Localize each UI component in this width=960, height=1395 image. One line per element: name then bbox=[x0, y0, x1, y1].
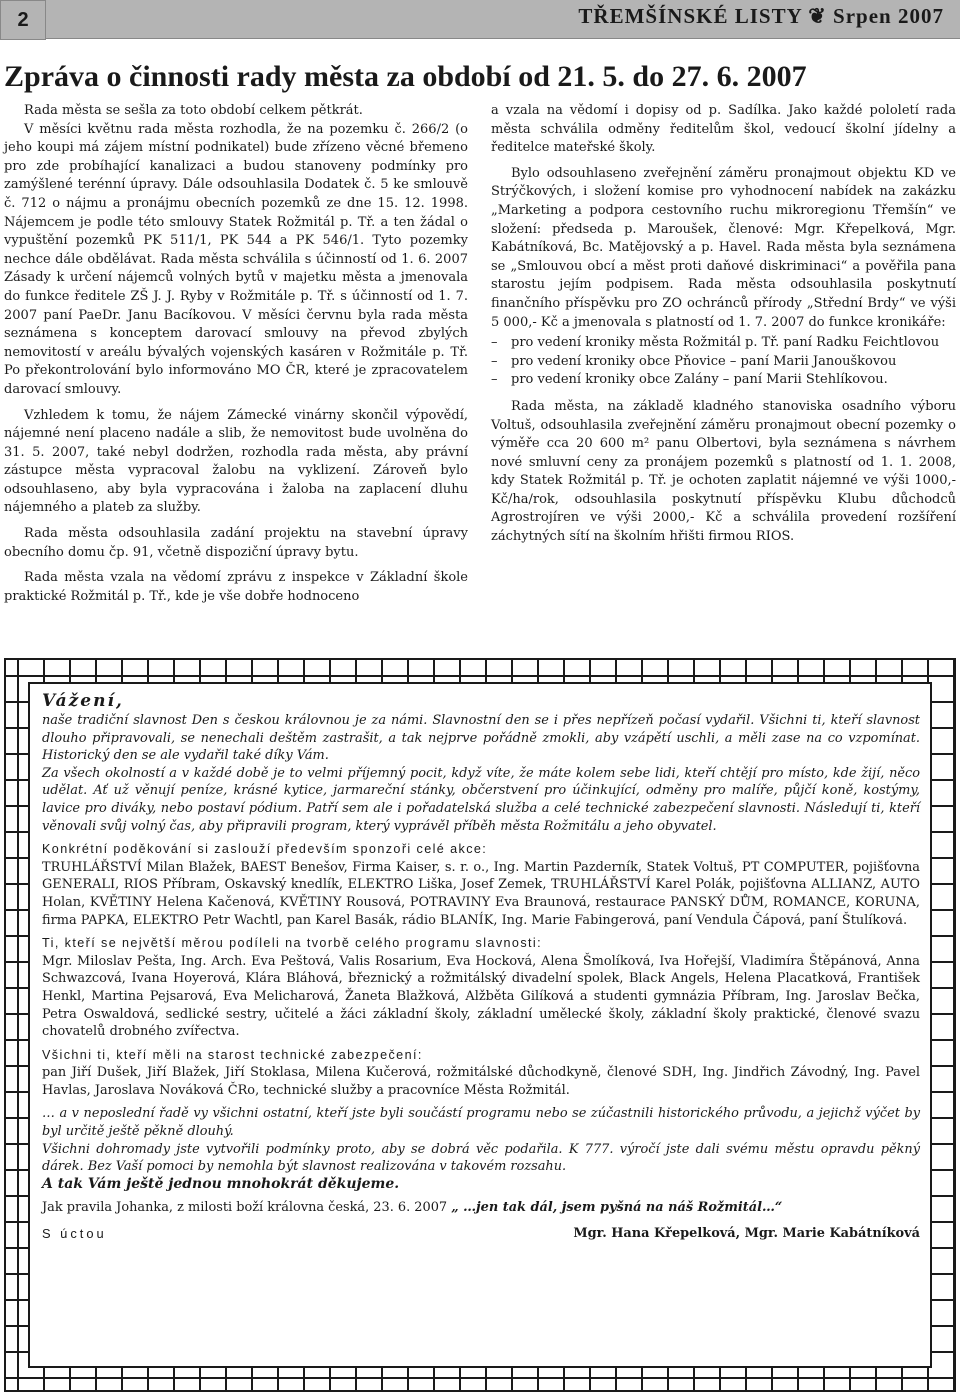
article-left-column bbox=[4, 102, 468, 606]
sponsors-heading: Konkrétní poděkování si zaslouží především sponzoři celé akce: bbox=[42, 842, 488, 857]
paragraph: Rada města se sešla za toto období celkem pětkrát. bbox=[24, 103, 363, 118]
letter-intro: naše tradiční slavnost Den s českou královnou je za námi. Slavnostní den se i přes nepřízeň počasí vydařil. Všichni ti, kteří slavnost dlouho připravovali, se nenechali deštěm zastrašit, a tak nejprve pořádně zmokli, aby vzápětí uschli, a měli zase na co vzpomínat. Historický den se ale vydařil také díky Vám. bbox=[42, 713, 920, 764]
sponsors-list: TRUHLÁŘSTVÍ Milan Blažek, BAEST Benešov, Firma Kaiser, s. r. o., Ing. Martin Pazderník, Statek Voltuš, PT COMPUTER, pojišťovna GENERALI, RIOS Příbram, Oskavský knedlík, ELEKTRO Liška, Josef Zemek, TRUHLÁŘSTVÍ Karel Polák, pojišťovna ALLIANZ, AUTO Holan, KVĚTINY Helena Kačenová, KVĚTINY Rousová, POTRAVINY Eva Braunová, restaurace PANSKÝ DŮM, ROMANCE, KORUNA, firma PAPKA, ELEKTRO Petr Wachtl, pan Karel Basák, rádio BLANÍK, Ing. Marie Fabingerová, paní Vendula Čápová, paní Štulíková. bbox=[42, 859, 920, 928]
program-heading: Ti, kteří se největší měrou podíleli na tvorbě celého programu slavnosti: bbox=[42, 936, 543, 951]
list-item: – pro vedení kroniky obce Pňovice – paní Marii Janouškovou bbox=[491, 353, 956, 372]
page-number: 2 bbox=[0, 0, 46, 40]
thanks-line: A tak Vám ještě jednou mnohokrát děkujeme. bbox=[42, 1175, 400, 1192]
paragraph: Bylo odsouhlaseno zveřejnění záměru pronajmout objektu KD ve Strýčkových, i složení komise pro vyhodnocení nabídek na zakázku „Marketing a podpora cestovního ruchu mikroregionu Třemšín“ ve složení: předseda p. Maroušek, členové: Mgr. Křepelková, Mgr. Kabátníková, Bc. Matějovský a p. Havel. Rada města byla seznámena se „Smlouvou obcí a měst proti daňové diskriminaci“ a pověřila pana starostu jejím podpisem. Rada města odsouhlasila poskytnutí finančního příspěvku pro ZO ochránců přírody „Střední Brdy“ ve výši 5 000,- Kč a jmenovala s platností od 1. 7. 2007 do funkce kronikáře: bbox=[491, 165, 956, 330]
closing-paragraph: Všichni dohromady jste vytvořili podmínky proto, aby se dobrá věc podařila. K 777. výročí jste dali svému městu opravdu pěkný dárek. Bez Vaší pomoci by nemohla být slavnost realizována v takovém rozsahu. bbox=[42, 1141, 920, 1175]
queen-quote: „ …jen tak dál, jsem pyšná na náš Rožmitál…“ bbox=[451, 1200, 783, 1216]
technical-heading: Všichni ti, kteří měli na starost technické zabezpečení: bbox=[42, 1047, 423, 1062]
regards: S úctou bbox=[42, 1226, 107, 1242]
program-contributors: Mgr. Miloslav Pešta, Ing. Arch. Eva Peštová, Valis Rosarium, Eva Hocková, Alena Šmolíková, Iva Hořejší, Vladimíra Štěpánová, Anna Schwazcová, Ivana Hoyerová, Klára Bláhová, březnický a rožmitálský divadelní spolek, Black Angels, Helena Placatková, František Henkl, Martina Pejsarová, Eva Melicharová, Žaneta Blažková, Alžběta Gilíková a studenti gymnázia Příbram, Ing. Jaroslav Bečka, Petra Oswaldová, sedlické sestry, učitelé a žáci základní školy, základní umělecké školy, základní školy praktické, členové svazu chovatelů drobného zvířectva. bbox=[42, 953, 920, 1040]
list-item: – pro vedení kroniky města Rožmitál p. Tř. paní Radku Feichtlovou bbox=[491, 334, 956, 353]
list-item: – pro vedení kroniky obce Zalány – paní Marii Stehlíkovou. bbox=[491, 371, 956, 390]
letter-paragraph: Za všech okolností a v každé době je to velmi příjemný pocit, když víte, že máte kolem sebe lidi, kteří chtějí pro místo, kde žijí, něco udělat. Ať už věnují peníze, krásné kytice, jarmareční stánky, občerstvení pro účinkující, odměny pro malíře, půjčí koně, kostýmy, lavice pro diváky, nebo postaví pódium. Patří sem ale i pořadatelská služba a celé technické zabezpečení slavnosti. Následují ti, kteří věnovali svůj volný čas, aby připravili program, který vyprávěl příběh města Rožmitálu a jeho obyvatel. bbox=[42, 765, 920, 834]
paragraph: Rada města, na základě kladného stanoviska osadního výboru Voltuš, odsouhlasila zveřejnění záměru pronajmout obecní pozemky o výměře cca 20 600 m² panu Olbertovi, byla seznámena s návrhem nové smluvní ceny za pronájem pozemků s platností od 1. 1. 2008, kdy Statek Rožmitál p. Tř. je ochoten zaplatit nájemné ve výši 1000,- Kč/ha/rok, odsouhlasila poskytnutí příspěvku Klubu důchodců Agrostrojíren ve výši 2000,- Kč a schválila provedení rozšíření záchytných sítí na školním hřišti firmou RIOS. bbox=[491, 398, 956, 545]
signature-row bbox=[42, 1225, 920, 1243]
letter-box bbox=[28, 682, 932, 1368]
paragraph: Vzhledem k tomu, že nájem Zámecké vinárny skončil výpovědí, nájemné není placeno nadále a slib, že nemovitost bude uvolněna do 31. 5. 2007, také nebyl dodržen, rozhodla rada města, aby právní zástupce města vypracoval žalobu na vyklizení. Zároveň bylo odsouhlaseno, aby byla vypracována i žaloba na zaplacení dluhu nájemného a plateb za služby. bbox=[4, 407, 468, 516]
quote-line bbox=[42, 1199, 920, 1217]
thank-you-letter bbox=[42, 690, 920, 1243]
paragraph: a vzala na vědomí i dopisy od p. Sadílka. Jako každé pololetí rada města schválila odměny ředitelům škol, vedoucí školní jídelny a ředitelce mateřské školy. bbox=[491, 103, 956, 156]
article-title: Zpráva o činnosti rady města za období od 21. 5. do 27. 6. 2007 bbox=[4, 60, 807, 93]
header-band bbox=[46, 0, 960, 39]
letter-salutation: Vážení, bbox=[42, 691, 124, 711]
article-right-column bbox=[491, 102, 956, 547]
technical-contributors: pan Jiří Dušek, Jiří Blažek, Jiří Stoklasa, Milena Kučerová, rožmitálské důchodkyně, členové SDH, Ing. Jindřich Závodný, Ing. Pavel Havlas, Jaroslava Nováková ČRo, technické služby a pracovníce Města Rožmitál. bbox=[42, 1065, 920, 1098]
signatories: Mgr. Hana Křepelková, Mgr. Marie Kabátníková bbox=[573, 1226, 920, 1242]
quote-intro: Jak pravila Johanka, z milosti boží královna česká, 23. 6. 2007 bbox=[42, 1200, 448, 1216]
paragraph: V měsíci květnu rada města rozhodla, že na pozemku č. 266/2 (o jeho koupi má zájem místní podnikatel) bude zřízeno věcné břemeno pro zde probíhající kanalizaci a budou stanoveny podmínky pro zamýšlené terénní úpravy. Dále odsouhlasila Dodatek č. 5 ke smlouvě č. 712 o nájmu a pronájmu obecních pozemků ze dne 15. 12. 1998. Nájemcem je podle této smlouvy Statek Rožmitál p. Tř. a ten žádal o vypuštění pozemků PK 511/1, PK 544 a PK 546/1. Tyto pozemky nechce dále obdělávat. Rada města schválila s účinností od 1. 6. 2007 Zásady k určení nájemců volných bytů v majetku města a jmenovala do funkce ředitele ZŠ J. J. Ryby v Rožmitále p. Tř. s účinností od 1. 7. 2007 paní PaeDr. Janu Bacíkovou. V měsíci červnu byla rada města seznámena s konceptem darovací smlouvy na převod zbylých nemovitostí v areálu bývalých vojenských kasáren v Rožmitále p. Tř. Po překontrolování bylo informováno MO ČR, které je zpracovatelem darovací smlouvy. bbox=[4, 121, 468, 397]
publication-title: TŘEMŠÍNSKÉ LISTY ❦ Srpen 2007 bbox=[578, 4, 944, 28]
decorative-meander-frame bbox=[4, 658, 956, 1392]
paragraph: Rada města odsouhlasila zadání projektu na stavební úpravy obecního domu čp. 91, včetně dispoziční úpravy bytu. bbox=[4, 526, 468, 560]
chronicler-list bbox=[491, 334, 956, 390]
others-paragraph: … a v neposlední řadě vy všichni ostatní, kteří jste byli součástí programu nebo se zúčastnili historického průvodu, a jejichž výčet by byl určitě ještě pěkně dlouhý. bbox=[42, 1106, 920, 1140]
paragraph: Rada města vzala na vědomí zprávu z inspekce v Základní škole praktické Rožmitál p. Tř., kde je vše dobře hodnoceno bbox=[4, 570, 468, 604]
